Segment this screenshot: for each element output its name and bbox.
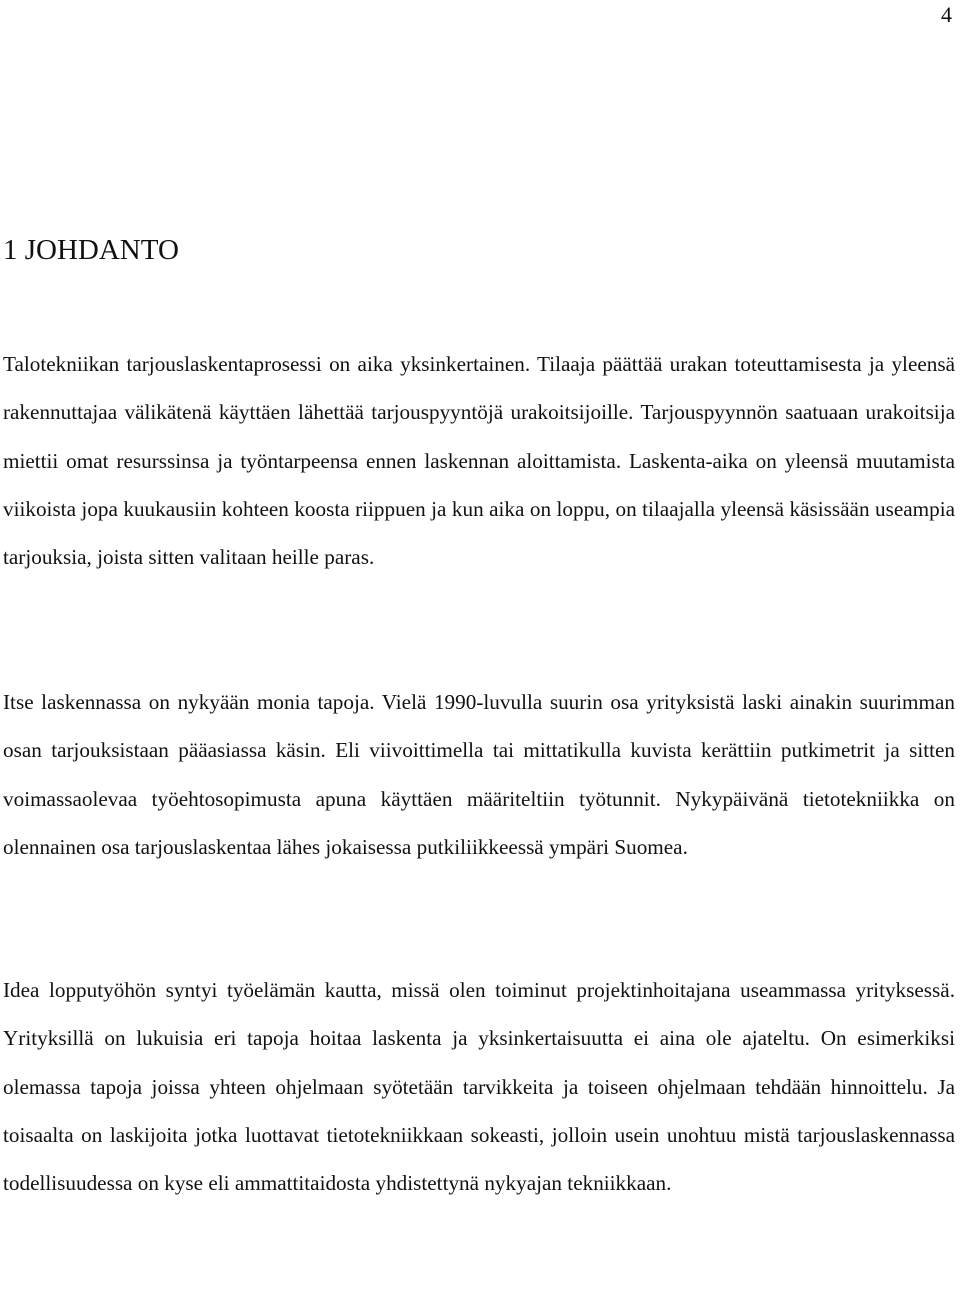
- section-heading: 1 JOHDANTO: [3, 234, 179, 266]
- paragraph-calculation-methods: Itse laskennassa on nykyään monia tapoja. Vielä 1990-luvulla suurin osa yrityksistä laski ainakin suurimman osan tarjouksistaan pääasiassa käsin. Eli viivoittimella tai mittatikulla kuvista kerättiin putkimetrit ja sitten voimassaolevaa työehtosopimusta apuna käyttäen määriteltiin työtunnit. Nykypäivänä tietotekniikka on olennainen osa tarjouslaskentaa lähes jokaisessa putkiliikkeessä ympäri Suomea.: [3, 690, 955, 859]
- paragraph-intro: Talotekniikan tarjouslaskentaprosessi on aika yksinkertainen. Tilaaja päättää urakan toteuttamisesta ja yleensä rakennuttajaa välikätenä käyttäen lähettää tarjouspyyntöjä urakoitsijoille. Tarjouspyynnön saatuaan urakoitsija miettii omat resurssinsa ja työntarpeensa ennen laskennan aloittamista. Laskenta-aika on yleensä muutamista viikoista jopa kuukausiin kohteen koosta riippuen ja kun aika on loppu, on tilaajalla yleensä käsissään useampia tarjouksia, joista sitten valitaan heille paras.: [3, 352, 955, 570]
- paragraph-thesis-idea: Idea lopputyöhön syntyi työelämän kautta, missä olen toiminut projektinhoitajana useammassa yrityksessä. Yrityksillä on lukuisia eri tapoja hoitaa laskenta ja yksinkertaisuutta ei aina ole ajateltu. On esimerkiksi olemassa tapoja joissa yhteen ohjelmaan syötetään tarvikkeita ja toiseen ohjelmaan tehdään hinnoittelu. Ja toisaalta on laskijoita jotka luottavat tietotekniikkaan sokeasti, jolloin usein unohtuu mistä tarjouslaskennassa todellisuudessa on kyse eli ammattitaidosta yhdistettynä nykyajan tekniikkaan.: [3, 978, 955, 1196]
- page-number: 4: [941, 2, 952, 27]
